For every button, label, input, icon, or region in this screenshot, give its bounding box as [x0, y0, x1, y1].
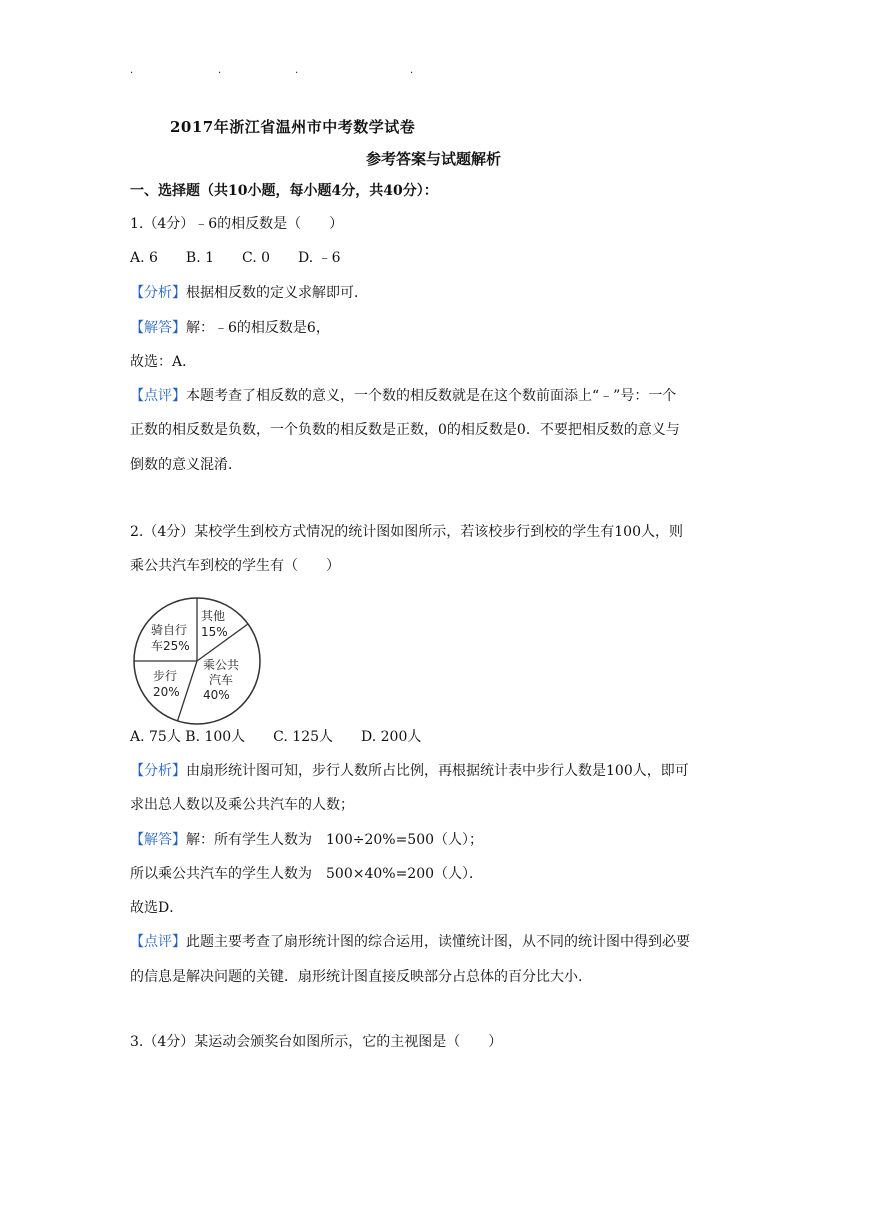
q1-analysis: [130, 283, 368, 303]
header-mark: .: [130, 65, 134, 76]
q2-answer: [130, 830, 483, 850]
comment-tag: 【点评】: [130, 934, 186, 950]
q2-options: A. 75人 B. 100人 C. 125人 D. 200人: [130, 729, 422, 745]
q2-choice: 故选D．: [130, 900, 184, 916]
slice-value-bicycle: 车25%: [151, 639, 190, 653]
slice-label-bus: 乘公共: [203, 658, 240, 672]
q1-comment-line3: 倒数的意义混淆．: [130, 457, 242, 473]
q2-comment-line2: 的信息是解决问题的关键．扇形统计图直接反映部分占总体的百分比大小．: [130, 969, 592, 985]
answer-tag: 【解答】: [130, 320, 186, 336]
q1-choice: 故选：A．: [130, 354, 197, 370]
header-marks: [130, 66, 430, 76]
slice-value-other: 15%: [201, 625, 228, 639]
q2-stem-line2: 乘公共汽车到校的学生有（ ）: [130, 558, 340, 574]
q1-comment-line2: 正数的相反数是负数，一个负数的相反数是正数，0的相反数是0．不要把相反数的意义与: [130, 422, 680, 438]
q2-answer-line2: 所以乘公共汽车的学生人数为 500×40%=200（人）．: [130, 866, 484, 882]
document-title: 2017年浙江省温州市中考数学试卷: [170, 118, 416, 136]
slice-label-bicycle: 骑自行: [151, 623, 188, 637]
comment-text: 本题考查了相反数的意义，一个数的相反数就是在这个数前面添上“﹣”号：一个: [186, 388, 677, 404]
comment-tag: 【点评】: [130, 388, 186, 404]
q1-comment: [130, 386, 676, 406]
slice-label-bus-line2: 汽车: [209, 673, 234, 687]
comment-text: 此题主要考查了扇形统计图的综合运用，读懂统计图，从不同的统计图中得到必要: [186, 934, 690, 950]
q1-answer: [130, 318, 330, 338]
answer-text: 解：﹣6的相反数是6，: [186, 320, 330, 336]
q2-comment: [130, 932, 690, 952]
analysis-text: 根据相反数的定义求解即可．: [186, 285, 368, 301]
analysis-text: 由扇形统计图可知，步行人数所占比例，再根据统计表中步行人数是100人，即可: [186, 763, 689, 779]
q2-stem-line1: 2.（4分）某校学生到校方式情况的统计图如图所示，若该校步行到校的学生有100人，则: [130, 524, 683, 540]
slice-value-walk: 20%: [153, 685, 180, 699]
slice-value-bus: 40%: [203, 688, 230, 702]
answer-text: 解：所有学生人数为 100÷20%=500（人）；: [186, 832, 484, 848]
pie-slice-boundary: [178, 661, 197, 721]
pie-chart: [131, 595, 263, 727]
answer-tag: 【解答】: [130, 832, 186, 848]
slice-label-other: 其他: [201, 609, 226, 623]
analysis-tag: 【分析】: [130, 285, 186, 301]
slice-label-walk: 步行: [153, 669, 178, 683]
q2-analysis: [130, 761, 689, 781]
q2-analysis-line2: 求出总人数以及乘公共汽车的人数；: [130, 797, 354, 813]
header-mark: .: [218, 65, 222, 76]
q3-stem: 3.（4分）某运动会颁奖台如图所示，它的主视图是（ ）: [130, 1034, 503, 1050]
section-heading: 一、选择题（共10小题，每小题4分，共40分）：: [130, 183, 438, 199]
document-subtitle: 参考答案与试题解析: [366, 150, 502, 168]
header-mark: .: [295, 65, 299, 76]
q1-options: A. 6 B. 1 C. 0 D. ﹣6: [130, 250, 341, 266]
analysis-tag: 【分析】: [130, 763, 186, 779]
header-mark: .: [410, 65, 414, 76]
q1-stem: 1.（4分）﹣6的相反数是（ ）: [130, 216, 344, 232]
